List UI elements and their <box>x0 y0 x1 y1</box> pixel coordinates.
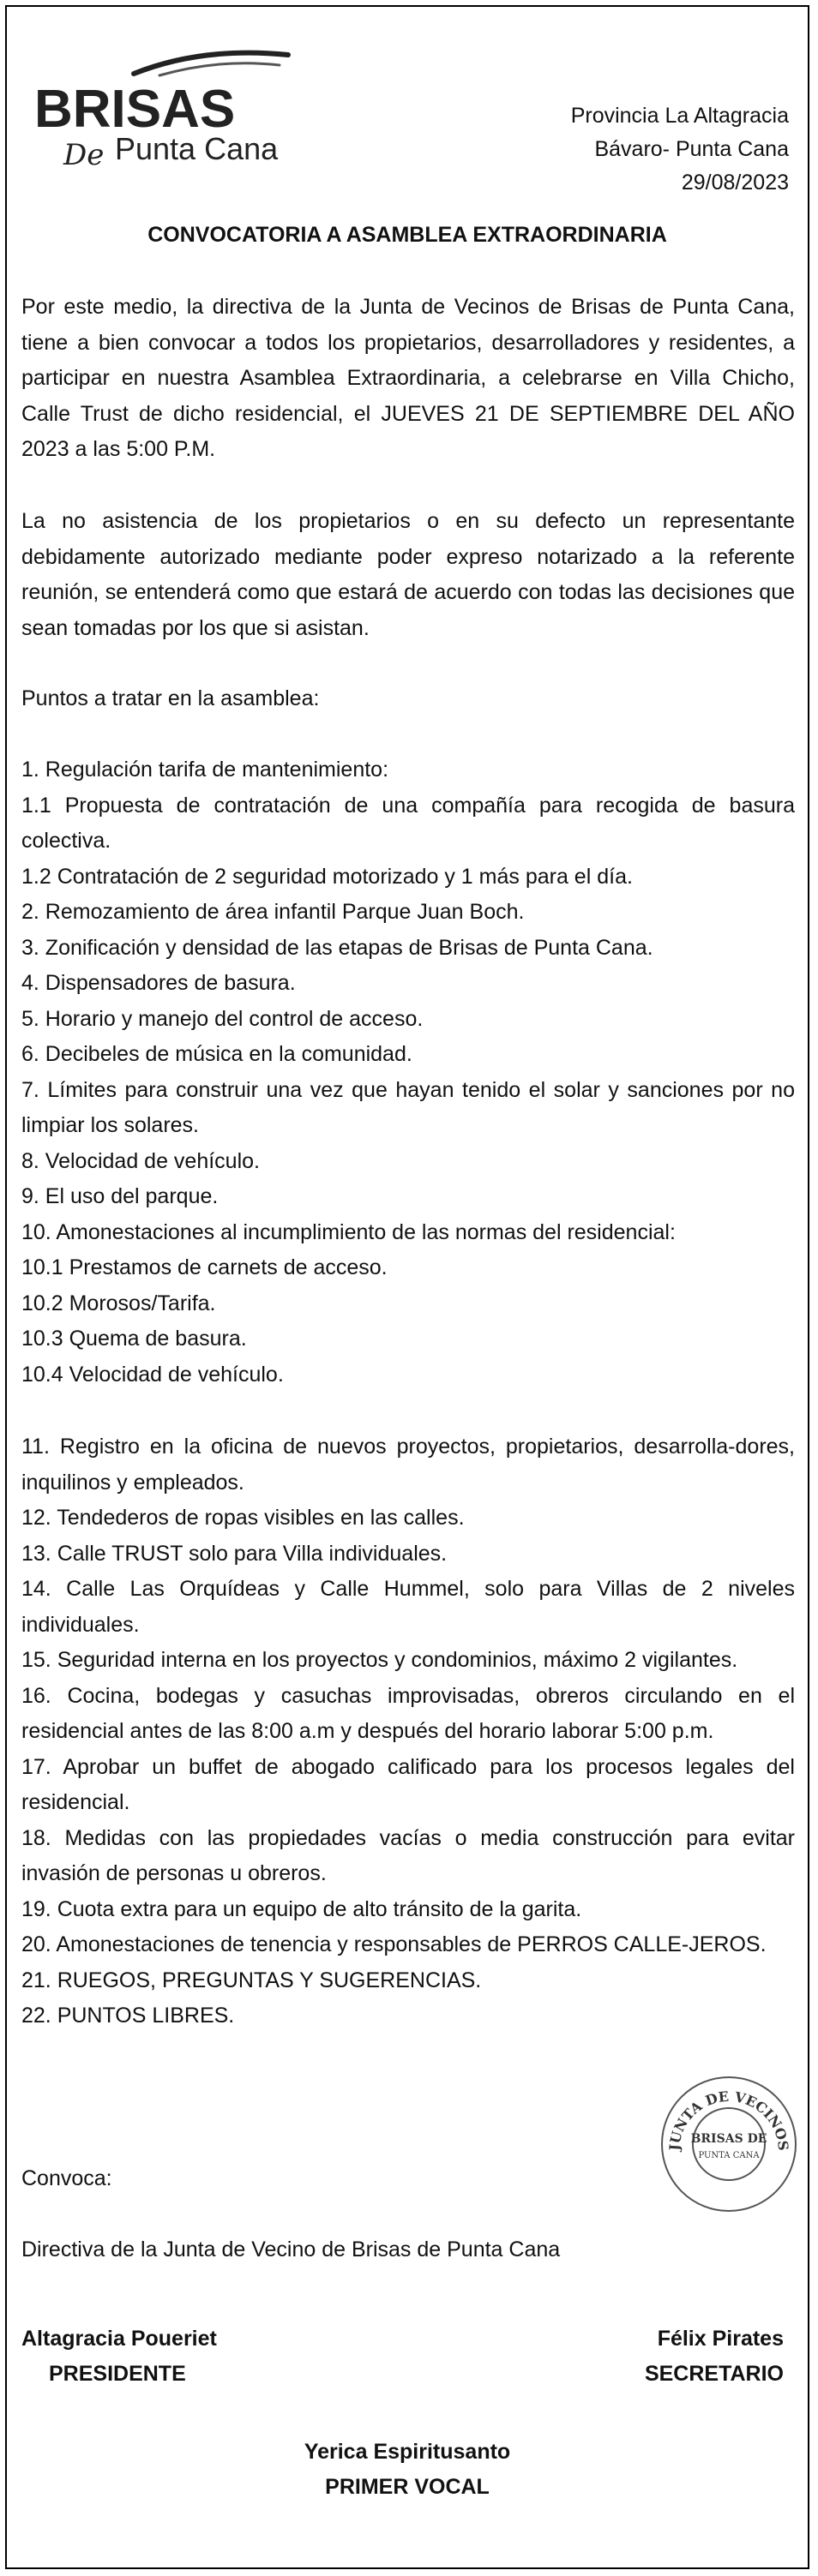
agenda-item: 12. Tendederos de ropas visibles en las calles. <box>21 1506 465 1530</box>
points-intro-text: Puntos a tratar en la asamblea: <box>21 686 320 710</box>
logo-place-text: Punta Cana <box>115 131 279 166</box>
agenda-item: 6. Decibeles de música en la comunidad. <box>21 1042 412 1066</box>
president-role: PRESIDENTE <box>49 2362 186 2386</box>
agenda-item: 4. Dispensadores de basura. <box>21 971 296 995</box>
president-name: Altagracia Poueriet <box>21 2327 217 2351</box>
agenda-item: 10. Amonestaciones al incumplimiento de las normas del residencial: <box>21 1219 676 1244</box>
agenda-item: 17. Aprobar un buffet de abogado calificado para los procesos legales del residencial. <box>21 1754 795 1814</box>
agenda-item: 9. El uso del parque. <box>21 1184 219 1208</box>
logo-script-text: De <box>63 138 105 172</box>
logo-brand-text: BRISAS <box>34 80 236 139</box>
notice-frame <box>5 5 809 2569</box>
agenda-item: 10.3 Quema de basura. <box>21 1327 247 1351</box>
brisas-logo <box>31 39 322 177</box>
agenda-item: 1. Regulación tarifa de mantenimiento: <box>21 758 389 782</box>
page-title: CONVOCATORIA A ASAMBLEA EXTRAORDINARIA <box>147 223 667 247</box>
agenda-item: 16. Cocina, bodegas y casuchas improvisadas, obreros circulando en el residencial antes de las 8:00 a.m y después del horario laborar 5:00 p.m. <box>21 1683 795 1743</box>
header-date: 29/08/2023 <box>681 171 789 195</box>
agenda-item: 5. Horario y manejo del control de acceso. <box>21 1006 424 1031</box>
agenda-list-part-1 <box>21 752 795 1393</box>
header-province: Provincia La Altagracia <box>570 104 789 128</box>
agenda-item: 7. Límites para construir una vez que hayan tenido el solar y sanciones por no limpiar los solares. <box>21 1077 795 1137</box>
attendance-paragraph <box>21 504 795 646</box>
points-intro <box>21 681 795 717</box>
stamp-center-text: BRISAS DE <box>690 2132 767 2146</box>
header-location-date <box>571 99 789 200</box>
agenda-item: 1.1 Propuesta de contratación de una compañía para recogida de basura colectiva. <box>21 793 795 853</box>
agenda-item: 14. Calle Las Orquídeas y Calle Hummel, solo para Villas de 2 niveles individuales. <box>21 1577 795 1637</box>
agenda-item: 10.4 Velocidad de vehículo. <box>21 1362 284 1387</box>
secretary-name: Félix Pirates <box>657 2327 784 2351</box>
agenda-item: 21. RUEGOS, PREGUNTAS Y SUGERENCIAS. <box>21 1968 482 1992</box>
agenda-item: 22. PUNTOS LIBRES. <box>21 2004 235 2028</box>
agenda-item: 3. Zonificación y densidad de las etapas de Brisas de Punta Cana. <box>21 935 653 960</box>
agenda-item: 10.1 Prestamos de carnets de acceso. <box>21 1255 388 1279</box>
directiva-line <box>21 2232 795 2268</box>
agenda-item: 1.2 Contratación de 2 seguridad motorizado y 1 más para el día. <box>21 864 633 889</box>
header-city: Bávaro- Punta Cana <box>594 137 789 161</box>
agenda-item: 2. Remozamiento de área infantil Parque Juan Boch. <box>21 900 525 924</box>
signature-first-vocal <box>7 2435 808 2505</box>
directiva-text: Directiva de la Junta de Vecino de Brisas de Punta Cana <box>21 2238 561 2261</box>
signature-president <box>21 2321 217 2392</box>
signature-secretary <box>645 2321 784 2392</box>
secretary-role: SECRETARIO <box>644 2362 784 2386</box>
agenda-item: 20. Amonestaciones de tenencia y responsables de PERROS CALLE-JEROS. <box>21 1932 767 1956</box>
agenda-item: 15. Seguridad interna en los proyectos y condominios, máximo 2 vigilantes. <box>21 1648 738 1672</box>
convoca-label <box>21 2161 795 2197</box>
agenda-item: 10.2 Morosos/Tarifa. <box>21 1291 216 1315</box>
intro-paragraph <box>21 290 795 468</box>
agenda-list-part-2 <box>21 1429 795 2034</box>
first-vocal-name: Yerica Espiritusanto <box>304 2440 511 2464</box>
attendance-paragraph-text: La no asistencia de los propietarios o en su defecto un representante debidamente autorizado mediante poder expreso notarizado a la referente reunión, se entenderá como que estará de acuerdo con todas las decisiones que sean tomadas por los que si asistan. <box>21 509 795 640</box>
agenda-item: 8. Velocidad de vehículo. <box>21 1148 260 1173</box>
agenda-item: 13. Calle TRUST solo para Villa individuales. <box>21 1541 448 1566</box>
stamp-ring-text: JUNTA DE VECINOS <box>665 2088 792 2152</box>
convoca-text: Convoca: <box>21 2166 112 2190</box>
intro-paragraph-text: Por este medio, la directiva de la Junta de Vecinos de Brisas de Punta Cana, tiene a bien convocar a todos los propietarios, desarrolladores y residentes, a participar en nuestra Asamblea Extraordinaria, a celebrarse en Villa Chicho, Calle Trust de dicho residencial, el JUEVES 21 DE SEPTIEMBRE DEL AÑO 2023 a las 5:00 P.M. <box>21 295 795 461</box>
agenda-item: 19. Cuota extra para un equipo de alto tránsito de la garita. <box>21 1896 582 1921</box>
stamp-sub-text: PUNTA CANA <box>698 2151 760 2160</box>
first-vocal-role: PRIMER VOCAL <box>325 2475 490 2499</box>
agenda-item: 18. Medidas con las propiedades vacías o media construcción para evitar invasión de personas u obreros. <box>21 1825 795 1885</box>
agenda-item: 11. Registro en la oficina de nuevos proyectos, propietarios, desarrolla-dores, inquilinos y empleados. <box>21 1435 795 1495</box>
